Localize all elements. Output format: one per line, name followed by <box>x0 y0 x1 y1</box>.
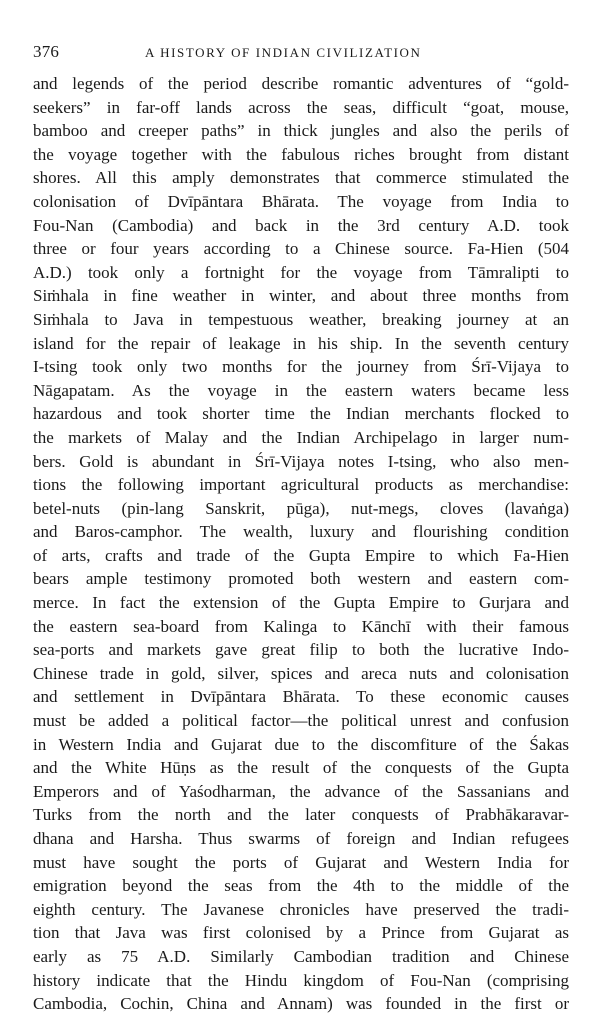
text-line: A.D.) took only a fortnight for the voyage from Tāmralipti to <box>33 262 569 282</box>
text-line: in Western India and Gujarat due to the discomfiture of the Śakas <box>33 734 569 754</box>
page-number: 376 <box>33 42 60 61</box>
text-line: three or four years according to a Chinese source. Fa-Hien (504 <box>33 239 569 259</box>
text-line: must be added a political factor—the political unrest and confusion <box>33 711 569 731</box>
text-line: tion that Java was first colonised by a Prince from Gujarat as <box>33 923 569 943</box>
text-line: and the White Hūṇs as the result of the conquests of the Gupta <box>33 758 569 778</box>
text-line: hazardous and took shorter time the Indian merchants flocked to <box>33 404 569 424</box>
text-line: dhana and Harsha. Thus swarms of foreign and Indian refugees <box>33 829 569 848</box>
body-paragraph <box>33 72 569 1016</box>
text-line: merce. In fact the extension of the Gupta Empire to Gurjara and <box>33 593 569 613</box>
page-header <box>33 42 569 68</box>
text-line: seekers” in far-off lands across the seas, difficult “goat, mouse, <box>33 97 569 117</box>
text-line: Cambodia, Cochin, China and Annam) was founded in the first or <box>33 994 569 1014</box>
text-line: I-tsing took only two months for the journey from Śrī-Vijaya to <box>33 357 569 377</box>
text-line: and legends of the period describe romantic adventures of “gold- <box>33 74 569 93</box>
text-line: history indicate that the Hindu kingdom of Fou-Nan (comprising <box>33 970 569 990</box>
text-line: Nāgapatam. As the voyage in the eastern waters became less <box>33 380 569 400</box>
text-line: early as 75 A.D. Similarly Cambodian tradition and Chinese <box>33 946 569 966</box>
text-line: Chinese trade in gold, silver, spices and areca nuts and colonisation <box>33 663 569 683</box>
text-line: Siṁhala to Java in tempestuous weather, breaking journey at an <box>33 309 569 329</box>
book-page <box>33 42 569 1016</box>
text-line: the markets of Malay and the Indian Archipelago in larger num- <box>33 427 569 447</box>
text-line: colonisation of Dvīpāntara Bhārata. The voyage from India to <box>33 191 569 211</box>
running-head: A HISTORY OF INDIAN CIVILIZATION <box>145 45 422 60</box>
text-line: bears ample testimony promoted both western and eastern com- <box>33 569 569 589</box>
text-line: Fou-Nan (Cambodia) and back in the 3rd century A.D. took <box>33 215 569 235</box>
text-line: bers. Gold is abundant in Śrī-Vijaya notes I-tsing, who also men- <box>33 451 569 471</box>
text-line: island for the repair of leakage in his ship. In the seventh century <box>33 333 569 353</box>
text-line: the eastern sea-board from Kalinga to Kānchī with their famous <box>33 616 569 636</box>
text-line: sea-ports and markets gave great filip to both the lucrative Indo- <box>33 640 569 660</box>
text-line: betel-nuts (pin-lang Sanskrit, pūga), nut-megs, cloves (lavaṅga) <box>33 498 569 518</box>
text-line: and Baros-camphor. The wealth, luxury and flourishing condition <box>33 522 569 542</box>
text-line: shores. All this amply demonstrates that commerce stimulated the <box>33 168 569 188</box>
text-line: Siṁhala in fine weather in winter, and about three months from <box>33 286 569 306</box>
text-line: must have sought the ports of Gujarat and Western India for <box>33 852 569 872</box>
text-line: the voyage together with the fabulous riches brought from distant <box>33 144 569 164</box>
text-line: eighth century. The Javanese chronicles have preserved the tradi- <box>33 899 569 919</box>
text-line: Turks from the north and the later conquests of Prabhākaravar- <box>33 805 569 825</box>
text-line: bamboo and creeper paths” in thick jungles and also the perils of <box>33 121 569 141</box>
text-line: of arts, crafts and trade of the Gupta Empire to which Fa-Hien <box>33 545 569 565</box>
text-line: emigration beyond the seas from the 4th to the middle of the <box>33 876 569 896</box>
text-line: and settlement in Dvīpāntara Bhārata. To these economic causes <box>33 687 569 707</box>
text-line: Emperors and of Yaśodharman, the advance of the Sassanians and <box>33 781 569 801</box>
text-line: tions the following important agricultural products as merchandise: <box>33 475 569 495</box>
